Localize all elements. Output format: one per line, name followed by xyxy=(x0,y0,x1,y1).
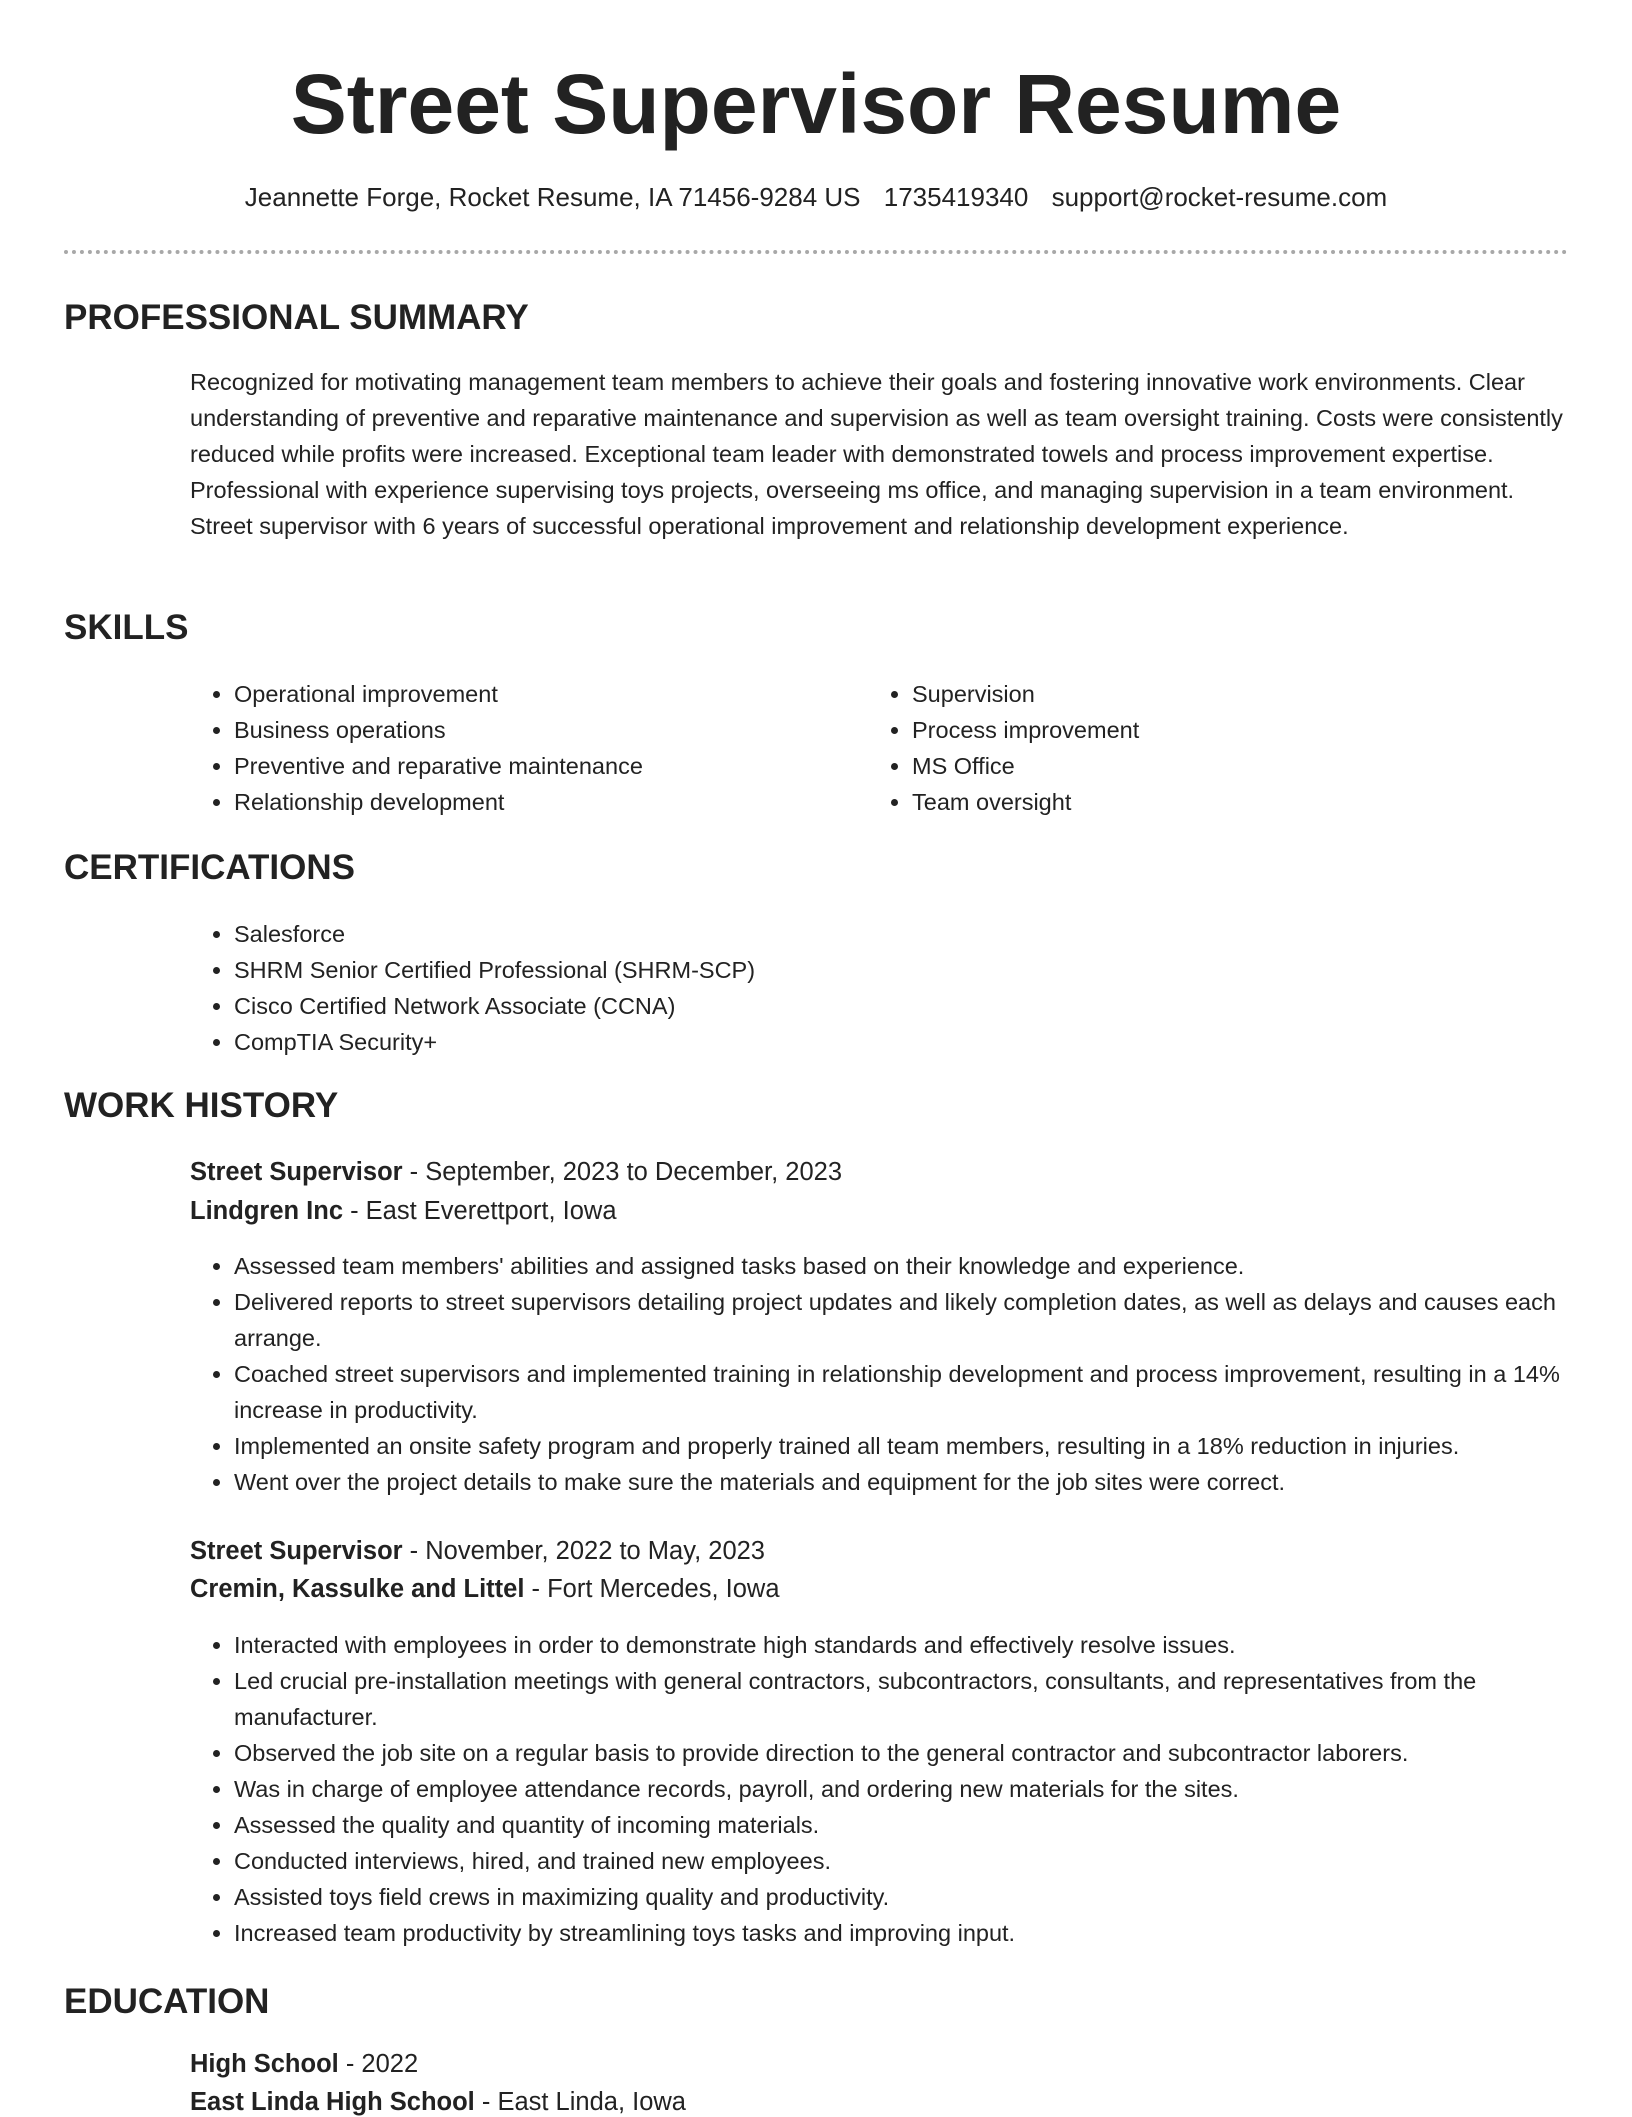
skill-item: • Team oversight xyxy=(912,784,1532,820)
job-bullet: • Assessed the quality and quantity of incoming materials. xyxy=(234,1807,1614,1843)
skill-item: • Relationship development xyxy=(234,784,854,820)
job-bullet: • Interacted with employees in order to demonstrate high standards and effectively resolve issues. xyxy=(234,1627,1614,1663)
education-year: - 2022 xyxy=(338,2050,419,2078)
header-divider xyxy=(64,250,1568,254)
job-bullet: • Assessed team members' abilities and assigned tasks based on their knowledge and experience. xyxy=(234,1248,1614,1284)
section-title-skills: SKILLS xyxy=(64,608,189,647)
section-title-education: EDUCATION xyxy=(64,1982,270,2021)
job-2-bullets xyxy=(190,1627,1614,1951)
job-bullet: • Delivered reports to street supervisors detailing project updates and likely completion dates, as well as delays and causes each arrange. xyxy=(234,1284,1614,1356)
skills-list-left xyxy=(190,676,854,820)
job-location: - Fort Mercedes, Iowa xyxy=(524,1575,780,1603)
job-bullet: • Coached street supervisors and implemented training in relationship development and process improvement, resulting in a 14% increase in productivity. xyxy=(234,1356,1614,1428)
job-bullet: • Went over the project details to make sure the materials and equipment for the job sites were correct. xyxy=(234,1464,1614,1500)
job-2-company-line xyxy=(190,1575,780,1604)
education-degree: High School xyxy=(190,2050,339,2078)
job-2-title-line xyxy=(190,1537,765,1566)
section-title-certifications: CERTIFICATIONS xyxy=(64,848,356,887)
skill-item: • Supervision xyxy=(912,676,1532,712)
skill-item: • Operational improvement xyxy=(234,676,854,712)
summary-text: Recognized for motivating management team members to achieve their goals and fostering innovative work environments. Clear understanding of preventive and reparative maintenance and supervision as well as team oversight training. Costs were consistently reduced while profits were increased. Exceptional team leader with demonstrated towels and process improvement expertise. Professional with experience supervising toys projects, overseeing ms office, and managing supervision in a team environment. Street supervisor with 6 years of successful operational improvement and relationship development experience. xyxy=(190,369,1563,539)
job-1-company-line xyxy=(190,1197,617,1226)
job-location: - East Everettport, Iowa xyxy=(343,1197,617,1225)
section-title-summary: PROFESSIONAL SUMMARY xyxy=(64,298,529,337)
education-degree-line xyxy=(190,2050,418,2079)
education-school-line xyxy=(190,2088,686,2117)
skill-item: • MS Office xyxy=(912,748,1532,784)
skills-list-right xyxy=(868,676,1532,820)
job-bullet: • Assisted toys field crews in maximizing quality and productivity. xyxy=(234,1879,1614,1915)
certification-item: • CompTIA Security+ xyxy=(234,1024,1534,1060)
contact-phone: 1735419340 xyxy=(883,182,1029,212)
job-1-title-line xyxy=(190,1158,842,1187)
certifications-list xyxy=(190,916,1534,1060)
job-1-bullets xyxy=(190,1248,1614,1500)
job-dates: - September, 2023 to December, 2023 xyxy=(402,1158,843,1186)
certification-item: • SHRM Senior Certified Professional (SHRM-SCP) xyxy=(234,952,1534,988)
job-dates: - November, 2022 to May, 2023 xyxy=(402,1537,765,1565)
job-bullet: • Implemented an onsite safety program and properly trained all team members, resulting in a 18% reduction in injuries. xyxy=(234,1428,1614,1464)
certification-item: • Salesforce xyxy=(234,916,1534,952)
job-bullet: • Conducted interviews, hired, and trained new employees. xyxy=(234,1843,1614,1879)
section-title-work-history: WORK HISTORY xyxy=(64,1086,339,1125)
job-company: Cremin, Kassulke and Littel xyxy=(190,1575,525,1603)
job-bullet: • Observed the job site on a regular basis to provide direction to the general contractor and subcontractor laborers. xyxy=(234,1735,1614,1771)
job-bullet: • Increased team productivity by streamlining toys tasks and improving input. xyxy=(234,1915,1614,1951)
contact-line xyxy=(0,182,1632,213)
skill-item: • Preventive and reparative maintenance xyxy=(234,748,854,784)
education-location: - East Linda, Iowa xyxy=(474,2088,686,2116)
skill-item: • Process improvement xyxy=(912,712,1532,748)
education-school: East Linda High School xyxy=(190,2088,475,2116)
skill-item: • Business operations xyxy=(234,712,854,748)
contact-email: support@rocket-resume.com xyxy=(1051,182,1388,212)
certification-item: • Cisco Certified Network Associate (CCNA) xyxy=(234,988,1534,1024)
resume-title: Street Supervisor Resume xyxy=(290,57,1342,151)
job-title: Street Supervisor xyxy=(190,1537,403,1565)
job-company: Lindgren Inc xyxy=(190,1197,343,1225)
job-bullet: • Led crucial pre-installation meetings with general contractors, subcontractors, consultants, and representatives from the manufacturer. xyxy=(234,1663,1614,1735)
job-title: Street Supervisor xyxy=(190,1158,403,1186)
contact-address: Jeannette Forge, Rocket Resume, IA 71456-9284 US xyxy=(244,182,861,212)
job-bullet: • Was in charge of employee attendance records, payroll, and ordering new materials for the sites. xyxy=(234,1771,1614,1807)
